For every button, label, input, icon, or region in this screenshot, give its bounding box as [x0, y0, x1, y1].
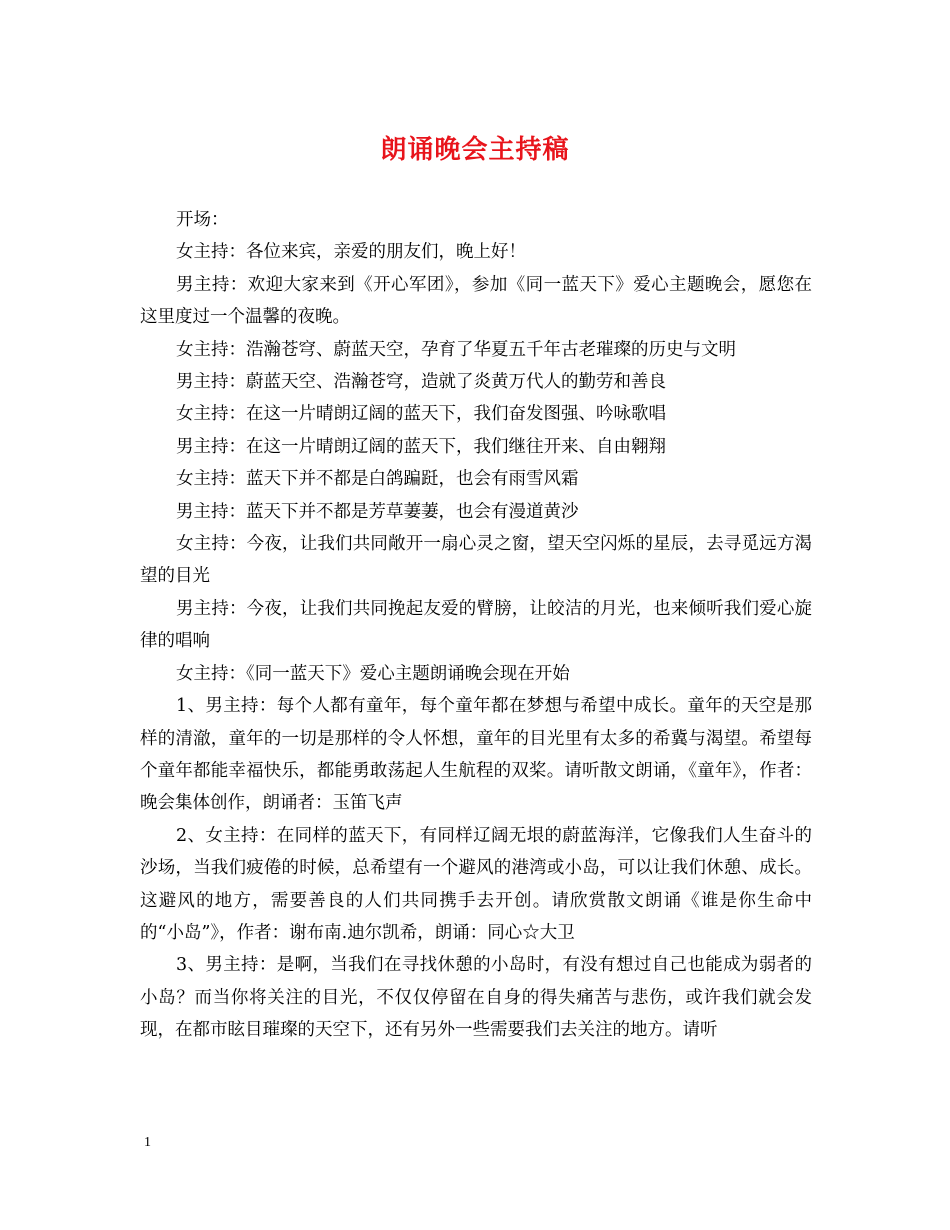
paragraph: 2、女主持：在同样的蓝天下，有同样辽阔无垠的蔚蓝海洋，它像我们人生奋斗的沙场，当我们疲倦的时候，总希望有一个避风的港湾或小岛，可以让我们休憩、成长。这避风的地方，需要善良的人们共同携手去开创。请欣赏散文朗诵《谁是你生命中的“小岛”》，作者：谢布南.迪尔凯希，朗诵：同心☆大卫	[140, 825, 812, 943]
paragraph: 男主持：欢迎大家来到《开心军团》，参加《同一蓝天下》爱心主题晚会，愿您在这里度过一个温馨的夜晚。	[140, 274, 812, 328]
paragraph: 男主持：蓝天下并不都是芳草萋萋，也会有漫道黄沙	[176, 501, 579, 522]
paragraph: 开场：	[176, 210, 229, 230]
paragraph: 女主持：浩瀚苍穹、蔚蓝天空，孕育了华夏五千年古老璀璨的历史与文明	[176, 339, 736, 360]
paragraph: 1、男主持：每个人都有童年，每个童年都在梦想与希望中成长。童年的天空是那样的清澈，童年的一切是那样的令人怀想，童年的目光里有太多的希冀与渴望。希望每个童年都能幸福快乐，都能勇敢荡起人生航程的双桨。请听散文朗诵，《童年》，作者：晚会集体创作，朗诵者：玉笛飞声	[140, 696, 812, 814]
page-title: 朗诵晚会主持稿	[380, 135, 570, 165]
paragraph: 男主持：蔚蓝天空、浩瀚苍穹，造就了炎黄万代人的勤劳和善良	[176, 372, 666, 393]
paragraph: 男主持：今夜，让我们共同挽起友爱的臂膀，让皎洁的月光，也来倾听我们爱心旋律的唱响	[140, 598, 812, 652]
document-body	[140, 204, 812, 1047]
paragraph: 女主持：蓝天下并不都是白鸽蹁跹，也会有雨雪风霜	[176, 469, 579, 490]
paragraph: 女主持：在这一片晴朗辽阔的蓝天下，我们奋发图强、吟咏歌唱	[176, 404, 666, 425]
paragraph: 女主持：今夜，让我们共同敞开一扇心灵之窗，望天空闪烁的星辰，去寻觅远方渴望的目光	[140, 534, 812, 587]
paragraph: 3、男主持：是啊，当我们在寻找休憩的小岛时，有没有想过自己也能成为弱者的小岛？而当你将关注的目光，不仅仅停留在自身的得失痛苦与悲伤，或许我们就会发现，在都市眩目璀璨的天空下，还有另外一些需要我们去关注的地方。请听	[140, 955, 812, 1041]
paragraph: 女主持：各位来宾，亲爱的朋友们，晚上好！	[176, 242, 526, 263]
paragraph: 女主持：《同一蓝天下》爱心主题朗诵晚会现在开始	[176, 663, 570, 684]
page-number: 1	[144, 1135, 151, 1150]
paragraph: 男主持：在这一片晴朗辽阔的蓝天下，我们继往开来、自由翱翔	[176, 436, 666, 457]
